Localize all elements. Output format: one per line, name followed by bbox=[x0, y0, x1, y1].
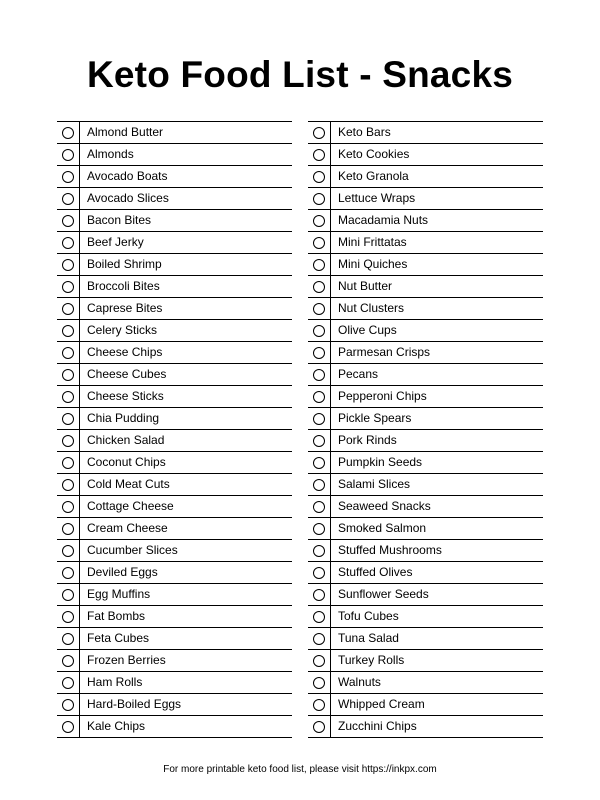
checklist-row bbox=[308, 298, 543, 320]
checkbox-cell bbox=[57, 408, 80, 429]
checkbox-cell bbox=[308, 584, 331, 605]
checkbox-circle-icon[interactable] bbox=[313, 721, 325, 733]
checkbox-circle-icon[interactable] bbox=[62, 567, 74, 579]
checkbox-cell bbox=[57, 298, 80, 319]
checkbox-circle-icon[interactable] bbox=[62, 589, 74, 601]
item-label: Salami Slices bbox=[338, 477, 411, 491]
checklist-row bbox=[57, 452, 292, 474]
checkbox-cell bbox=[57, 496, 80, 517]
item-label: Pepperoni Chips bbox=[338, 389, 427, 403]
checkbox-cell bbox=[57, 672, 80, 693]
item-label: Whipped Cream bbox=[338, 697, 425, 711]
checklist-row bbox=[57, 210, 292, 232]
checklist-row bbox=[308, 408, 543, 430]
checkbox-cell bbox=[308, 518, 331, 539]
checkbox-circle-icon[interactable] bbox=[313, 501, 325, 513]
checkbox-circle-icon[interactable] bbox=[62, 677, 74, 689]
checkbox-cell bbox=[308, 474, 331, 495]
item-label: Cottage Cheese bbox=[87, 499, 174, 513]
checklist-row bbox=[57, 144, 292, 166]
item-label: Almonds bbox=[87, 147, 134, 161]
item-label: Nut Butter bbox=[338, 279, 393, 293]
checklist-row bbox=[308, 518, 543, 540]
checkbox-circle-icon[interactable] bbox=[313, 479, 325, 491]
checkbox-cell bbox=[308, 320, 331, 341]
checkbox-circle-icon[interactable] bbox=[62, 545, 74, 557]
item-label: Keto Cookies bbox=[338, 147, 410, 161]
checkbox-cell bbox=[308, 342, 331, 363]
checkbox-circle-icon[interactable] bbox=[62, 149, 74, 161]
checklist-row bbox=[57, 320, 292, 342]
checkbox-cell bbox=[308, 496, 331, 517]
checklist-row bbox=[57, 430, 292, 452]
checkbox-circle-icon[interactable] bbox=[62, 193, 74, 205]
item-label: Boiled Shrimp bbox=[87, 257, 162, 271]
checkbox-cell bbox=[308, 210, 331, 231]
checklist-row bbox=[308, 144, 543, 166]
item-label: Nut Clusters bbox=[338, 301, 405, 315]
checkbox-cell bbox=[57, 540, 80, 561]
checkbox-cell bbox=[308, 166, 331, 187]
item-label: Sunflower Seeds bbox=[338, 587, 429, 601]
checklist-row bbox=[308, 232, 543, 254]
checkbox-cell bbox=[57, 320, 80, 341]
item-label: Feta Cubes bbox=[87, 631, 150, 645]
checkbox-circle-icon[interactable] bbox=[313, 523, 325, 535]
checkbox-cell bbox=[57, 562, 80, 583]
checkbox-circle-icon[interactable] bbox=[62, 215, 74, 227]
checkbox-circle-icon[interactable] bbox=[313, 633, 325, 645]
checkbox-cell bbox=[308, 386, 331, 407]
checkbox-cell bbox=[308, 144, 331, 165]
item-label: Tuna Salad bbox=[338, 631, 399, 645]
item-label: Kale Chips bbox=[87, 719, 146, 733]
item-label: Cheese Cubes bbox=[87, 367, 167, 381]
item-label: Celery Sticks bbox=[87, 323, 158, 337]
item-label: Egg Muffins bbox=[87, 587, 151, 601]
checkbox-cell bbox=[57, 584, 80, 605]
checkbox-cell bbox=[57, 474, 80, 495]
checklist-row bbox=[308, 584, 543, 606]
checkbox-circle-icon[interactable] bbox=[313, 149, 325, 161]
checklist-row bbox=[57, 716, 292, 738]
page-title: Keto Food List - Snacks bbox=[86, 54, 514, 95]
checkbox-cell bbox=[57, 430, 80, 451]
checklist-row bbox=[57, 672, 292, 694]
checklist-row bbox=[308, 122, 543, 144]
checklist-row bbox=[308, 606, 543, 628]
checkbox-cell bbox=[57, 254, 80, 275]
item-label: Chicken Salad bbox=[87, 433, 165, 447]
checklist-row bbox=[308, 474, 543, 496]
item-label: Broccoli Bites bbox=[87, 279, 160, 293]
checkbox-circle-icon[interactable] bbox=[313, 281, 325, 293]
checkbox-circle-icon[interactable] bbox=[62, 303, 74, 315]
checkbox-circle-icon[interactable] bbox=[62, 347, 74, 359]
item-label: Frozen Berries bbox=[87, 653, 166, 667]
item-label: Smoked Salmon bbox=[338, 521, 427, 535]
checkbox-cell bbox=[57, 144, 80, 165]
checkbox-circle-icon[interactable] bbox=[62, 237, 74, 249]
checklist-row bbox=[308, 188, 543, 210]
checklist-row bbox=[308, 716, 543, 738]
checkbox-circle-icon[interactable] bbox=[313, 259, 325, 271]
checklist-row bbox=[308, 386, 543, 408]
checkbox-cell bbox=[57, 342, 80, 363]
checkbox-circle-icon[interactable] bbox=[313, 457, 325, 469]
item-label: Parmesan Crisps bbox=[338, 345, 431, 359]
item-label: Avocado Slices bbox=[87, 191, 169, 205]
checkbox-circle-icon[interactable] bbox=[62, 633, 74, 645]
checkbox-cell bbox=[308, 298, 331, 319]
checkbox-cell bbox=[308, 716, 331, 737]
checklist-row bbox=[57, 364, 292, 386]
checkbox-cell bbox=[308, 188, 331, 209]
checkbox-circle-icon[interactable] bbox=[313, 171, 325, 183]
checkbox-cell bbox=[57, 716, 80, 737]
checklist-row bbox=[57, 628, 292, 650]
checkbox-circle-icon[interactable] bbox=[62, 413, 74, 425]
checklist-row bbox=[57, 386, 292, 408]
checkbox-circle-icon[interactable] bbox=[313, 545, 325, 557]
checkbox-cell bbox=[308, 672, 331, 693]
item-label: Pecans bbox=[338, 367, 379, 381]
item-label: Keto Granola bbox=[338, 169, 409, 183]
checklist-row bbox=[57, 474, 292, 496]
item-label: Pumpkin Seeds bbox=[338, 455, 423, 469]
checklist-row bbox=[308, 452, 543, 474]
checkbox-cell bbox=[308, 562, 331, 583]
checklist-row bbox=[57, 298, 292, 320]
checkbox-cell bbox=[308, 452, 331, 473]
item-label: Hard-Boiled Eggs bbox=[87, 697, 182, 711]
checkbox-cell bbox=[308, 694, 331, 715]
item-label: Coconut Chips bbox=[87, 455, 166, 469]
checkbox-circle-icon[interactable] bbox=[62, 479, 74, 491]
item-label: Ham Rolls bbox=[87, 675, 143, 689]
item-label: Stuffed Olives bbox=[338, 565, 413, 579]
checklist-row bbox=[57, 606, 292, 628]
checkbox-circle-icon[interactable] bbox=[313, 391, 325, 403]
checklist-row bbox=[308, 628, 543, 650]
checkbox-cell bbox=[57, 606, 80, 627]
checkbox-cell bbox=[308, 430, 331, 451]
checkbox-circle-icon[interactable] bbox=[62, 127, 74, 139]
item-label: Macadamia Nuts bbox=[338, 213, 429, 227]
checkbox-cell bbox=[57, 650, 80, 671]
checklist-row bbox=[308, 650, 543, 672]
checkbox-circle-icon[interactable] bbox=[62, 325, 74, 337]
checklist-row bbox=[57, 518, 292, 540]
checkbox-circle-icon[interactable] bbox=[62, 501, 74, 513]
checkbox-circle-icon[interactable] bbox=[313, 611, 325, 623]
checkbox-cell bbox=[57, 364, 80, 385]
checkbox-circle-icon[interactable] bbox=[313, 567, 325, 579]
checkbox-circle-icon[interactable] bbox=[62, 171, 74, 183]
checkbox-circle-icon[interactable] bbox=[62, 391, 74, 403]
item-label: Keto Bars bbox=[338, 125, 391, 139]
checklist-row bbox=[308, 364, 543, 386]
checkbox-cell bbox=[308, 540, 331, 561]
checkbox-cell bbox=[308, 650, 331, 671]
checkbox-circle-icon[interactable] bbox=[62, 721, 74, 733]
checkbox-circle-icon[interactable] bbox=[313, 413, 325, 425]
checklist-row bbox=[57, 496, 292, 518]
item-label: Tofu Cubes bbox=[338, 609, 399, 623]
item-label: Beef Jerky bbox=[87, 235, 144, 249]
checklist-row bbox=[308, 496, 543, 518]
checkbox-circle-icon[interactable] bbox=[62, 699, 74, 711]
item-label: Chia Pudding bbox=[87, 411, 160, 425]
checkbox-cell bbox=[57, 210, 80, 231]
item-label: Deviled Eggs bbox=[87, 565, 158, 579]
checkbox-circle-icon[interactable] bbox=[313, 435, 325, 447]
checklist-row bbox=[57, 650, 292, 672]
checkbox-cell bbox=[57, 628, 80, 649]
item-label: Mini Frittatas bbox=[338, 235, 407, 249]
checkbox-circle-icon[interactable] bbox=[62, 435, 74, 447]
right-checklist bbox=[308, 121, 543, 738]
item-label: Cheese Chips bbox=[87, 345, 163, 359]
checkbox-circle-icon[interactable] bbox=[313, 589, 325, 601]
item-label: Avocado Boats bbox=[87, 169, 168, 183]
checklist-row bbox=[57, 540, 292, 562]
checklist-row bbox=[308, 320, 543, 342]
checkbox-circle-icon[interactable] bbox=[313, 347, 325, 359]
checkbox-cell bbox=[308, 628, 331, 649]
checklist-row bbox=[308, 210, 543, 232]
checkbox-cell bbox=[308, 276, 331, 297]
checklist-row bbox=[308, 430, 543, 452]
checkbox-circle-icon[interactable] bbox=[313, 237, 325, 249]
checkbox-cell bbox=[308, 254, 331, 275]
checklist-row bbox=[57, 584, 292, 606]
checkbox-circle-icon[interactable] bbox=[62, 457, 74, 469]
item-label: Zucchini Chips bbox=[338, 719, 417, 733]
checkbox-cell bbox=[57, 188, 80, 209]
left-checklist bbox=[57, 121, 292, 738]
checkbox-cell bbox=[308, 232, 331, 253]
item-label: Pork Rinds bbox=[338, 433, 397, 447]
checklist-row bbox=[308, 276, 543, 298]
item-label: Fat Bombs bbox=[87, 609, 146, 623]
checkbox-circle-icon[interactable] bbox=[62, 259, 74, 271]
checkbox-circle-icon[interactable] bbox=[313, 325, 325, 337]
item-label: Cheese Sticks bbox=[87, 389, 164, 403]
checkbox-cell bbox=[308, 408, 331, 429]
item-label: Cucumber Slices bbox=[87, 543, 178, 557]
item-label: Walnuts bbox=[338, 675, 381, 689]
checklist-row bbox=[57, 166, 292, 188]
item-label: Olive Cups bbox=[338, 323, 397, 337]
item-label: Stuffed Mushrooms bbox=[338, 543, 442, 557]
checklist-row bbox=[57, 694, 292, 716]
checklist-row bbox=[57, 232, 292, 254]
checkbox-cell bbox=[57, 386, 80, 407]
checkbox-circle-icon[interactable] bbox=[313, 193, 325, 205]
checkbox-circle-icon[interactable] bbox=[313, 215, 325, 227]
checklist-row bbox=[308, 166, 543, 188]
checklist-row bbox=[57, 254, 292, 276]
checkbox-cell bbox=[57, 166, 80, 187]
checklist-row bbox=[308, 342, 543, 364]
checkbox-circle-icon[interactable] bbox=[313, 303, 325, 315]
checkbox-cell bbox=[308, 122, 331, 143]
item-label: Almond Butter bbox=[87, 125, 164, 139]
checklist-row bbox=[57, 408, 292, 430]
checkbox-circle-icon[interactable] bbox=[313, 655, 325, 667]
checklist-row bbox=[308, 540, 543, 562]
checklist-row bbox=[57, 122, 292, 144]
checkbox-circle-icon[interactable] bbox=[62, 611, 74, 623]
checkbox-cell bbox=[57, 232, 80, 253]
item-label: Mini Quiches bbox=[338, 257, 408, 271]
footer-note: For more printable keto food list, please visit https://inkpx.com bbox=[163, 764, 437, 775]
checklist-row bbox=[308, 672, 543, 694]
item-label: Bacon Bites bbox=[87, 213, 152, 227]
checklist-row bbox=[308, 694, 543, 716]
item-label: Turkey Rolls bbox=[338, 653, 405, 667]
checklist-row bbox=[57, 562, 292, 584]
checkbox-cell bbox=[57, 694, 80, 715]
checkbox-circle-icon[interactable] bbox=[62, 523, 74, 535]
checkbox-circle-icon[interactable] bbox=[313, 677, 325, 689]
checkbox-circle-icon[interactable] bbox=[62, 655, 74, 667]
item-label: Cream Cheese bbox=[87, 521, 168, 535]
checkbox-circle-icon[interactable] bbox=[313, 369, 325, 381]
item-label: Pickle Spears bbox=[338, 411, 412, 425]
item-label: Lettuce Wraps bbox=[338, 191, 416, 205]
checkbox-cell bbox=[57, 518, 80, 539]
item-label: Cold Meat Cuts bbox=[87, 477, 170, 491]
checklist-row bbox=[308, 562, 543, 584]
checkbox-circle-icon[interactable] bbox=[62, 281, 74, 293]
checklist-row bbox=[308, 254, 543, 276]
checkbox-cell bbox=[308, 364, 331, 385]
item-label: Caprese Bites bbox=[87, 301, 163, 315]
checkbox-cell bbox=[57, 122, 80, 143]
checkbox-cell bbox=[57, 452, 80, 473]
checkbox-cell bbox=[57, 276, 80, 297]
checkbox-circle-icon[interactable] bbox=[62, 369, 74, 381]
checkbox-cell bbox=[308, 606, 331, 627]
checklist-row bbox=[57, 342, 292, 364]
checklist-row bbox=[57, 188, 292, 210]
checklist-row bbox=[57, 276, 292, 298]
item-label: Seaweed Snacks bbox=[338, 499, 431, 513]
checkbox-circle-icon[interactable] bbox=[313, 699, 325, 711]
checkbox-circle-icon[interactable] bbox=[313, 127, 325, 139]
